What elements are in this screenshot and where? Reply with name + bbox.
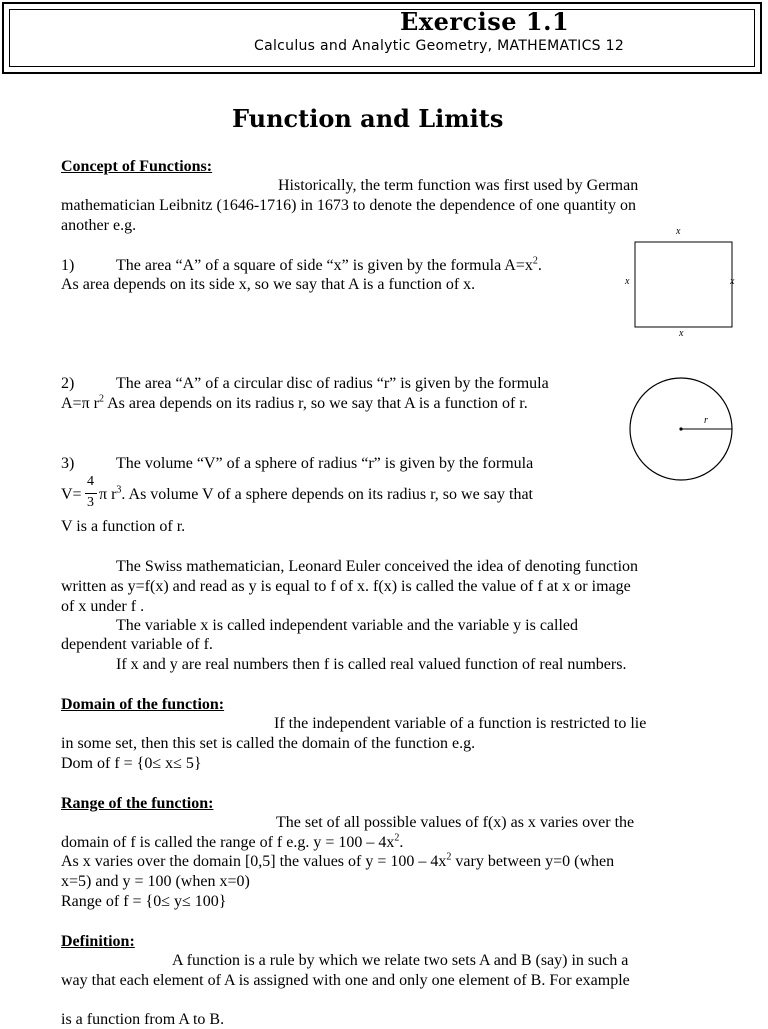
page-title: Function and Limits (232, 104, 504, 133)
circle-center (679, 427, 682, 430)
item-2-line-2: A=π $r^2$ As area depends on its radius r, so we say that A is a function of r. (61, 393, 528, 412)
item-1-line-2: As area depends on its side x, so we say that A is a function of x. (61, 276, 476, 293)
square-label-top: x (676, 226, 681, 237)
fraction-denominator: 3 (87, 495, 94, 510)
item-3-number: 3) (61, 455, 75, 472)
square-label-left: x (625, 276, 630, 287)
item-1-number: 1) (61, 257, 75, 274)
fraction-numerator: 4 (87, 474, 94, 489)
range-line-2: domain of f is called the range of f e.g. $y = 100 - 4x^2$. (61, 832, 404, 851)
definition-line-1: A function is a rule by which we relate two sets A and B (say) in such a (172, 952, 629, 969)
item-2-number: 2) (61, 375, 75, 392)
course-subtitle: Calculus and Analytic Geometry, MATHEMATICS 12 (254, 38, 625, 54)
item-3-line-2: π $r^3$. As volume V of a sphere depends on its radius r, so we say that (99, 484, 533, 503)
fraction-bar (85, 493, 97, 494)
range-line-4: x=5) and y = 100 (when x=0) (61, 873, 250, 890)
range-line-1: The set of all possible values of f(x) as x varies over the (276, 814, 635, 831)
range-heading: Range of the function: (61, 795, 214, 812)
domain-line-1: If the independent variable of a function is restricted to lie (274, 715, 647, 732)
concept-line-3: another e.g. (61, 217, 137, 234)
euler-line-6: If x and y are real numbers then f is called real valued function of real numbers. (116, 656, 627, 673)
concept-line-2: mathematician Leibnitz (1646-1716) in 1673 to denote the dependence of one quantity on (61, 197, 636, 214)
concept-line-1: Historically, the term function was first used by German (278, 177, 639, 194)
domain-heading: Domain of the function: (61, 696, 225, 713)
definition-heading: Definition: (61, 933, 135, 950)
square-shape (635, 242, 735, 327)
item-2-text: The area “A” of a circular disc of radius “r” is given by the formula (116, 375, 549, 392)
euler-line-2: written as y=f(x) and read as y is equal to f of x. f(x) is called the value of f at x or image (61, 578, 631, 595)
domain-line-2: in some set, then this set is called the domain of the function e.g. (61, 735, 476, 752)
concept-heading: Concept of Functions: (61, 158, 213, 175)
item-3-text: The volume “V” of a sphere of radius “r” is given by the formula (116, 455, 534, 472)
exercise-title: Exercise 1.1 (400, 7, 570, 36)
item-3-line-3: V is a function of r. (61, 518, 186, 535)
circle-figure (628, 376, 738, 482)
square-label-bottom: x (679, 328, 684, 339)
euler-line-5: dependent variable of f. (61, 636, 213, 653)
definition-line-3: is a function from A to B. (61, 1011, 225, 1028)
range-line-5: Range of f = {0≤ y≤ 100} (61, 893, 227, 910)
circle-radius-label: r (704, 415, 708, 426)
domain-line-3: Dom of f = {0≤ x≤ 5} (61, 755, 202, 772)
header-box (2, 2, 762, 74)
item-3-formula-lhs: V= (61, 486, 82, 503)
range-line-3: As x varies over the domain [0,5] the values of $y = 100 - 4x^2$ vary between y=0 (when (61, 851, 615, 870)
euler-line-1: The Swiss mathematician, Leonard Euler conceived the idea of denoting function (116, 558, 639, 575)
definition-line-2: way that each element of A is assigned with one and only one element of B. For example (61, 972, 630, 989)
square-label-right: x (730, 276, 735, 287)
item-1-text: The area “A” of a square of side “x” is given by the formula $A=x^2$. (116, 255, 542, 274)
euler-line-3: of x under f . (61, 598, 145, 615)
euler-line-4: The variable x is called independent variable and the variable y is called (116, 617, 579, 634)
